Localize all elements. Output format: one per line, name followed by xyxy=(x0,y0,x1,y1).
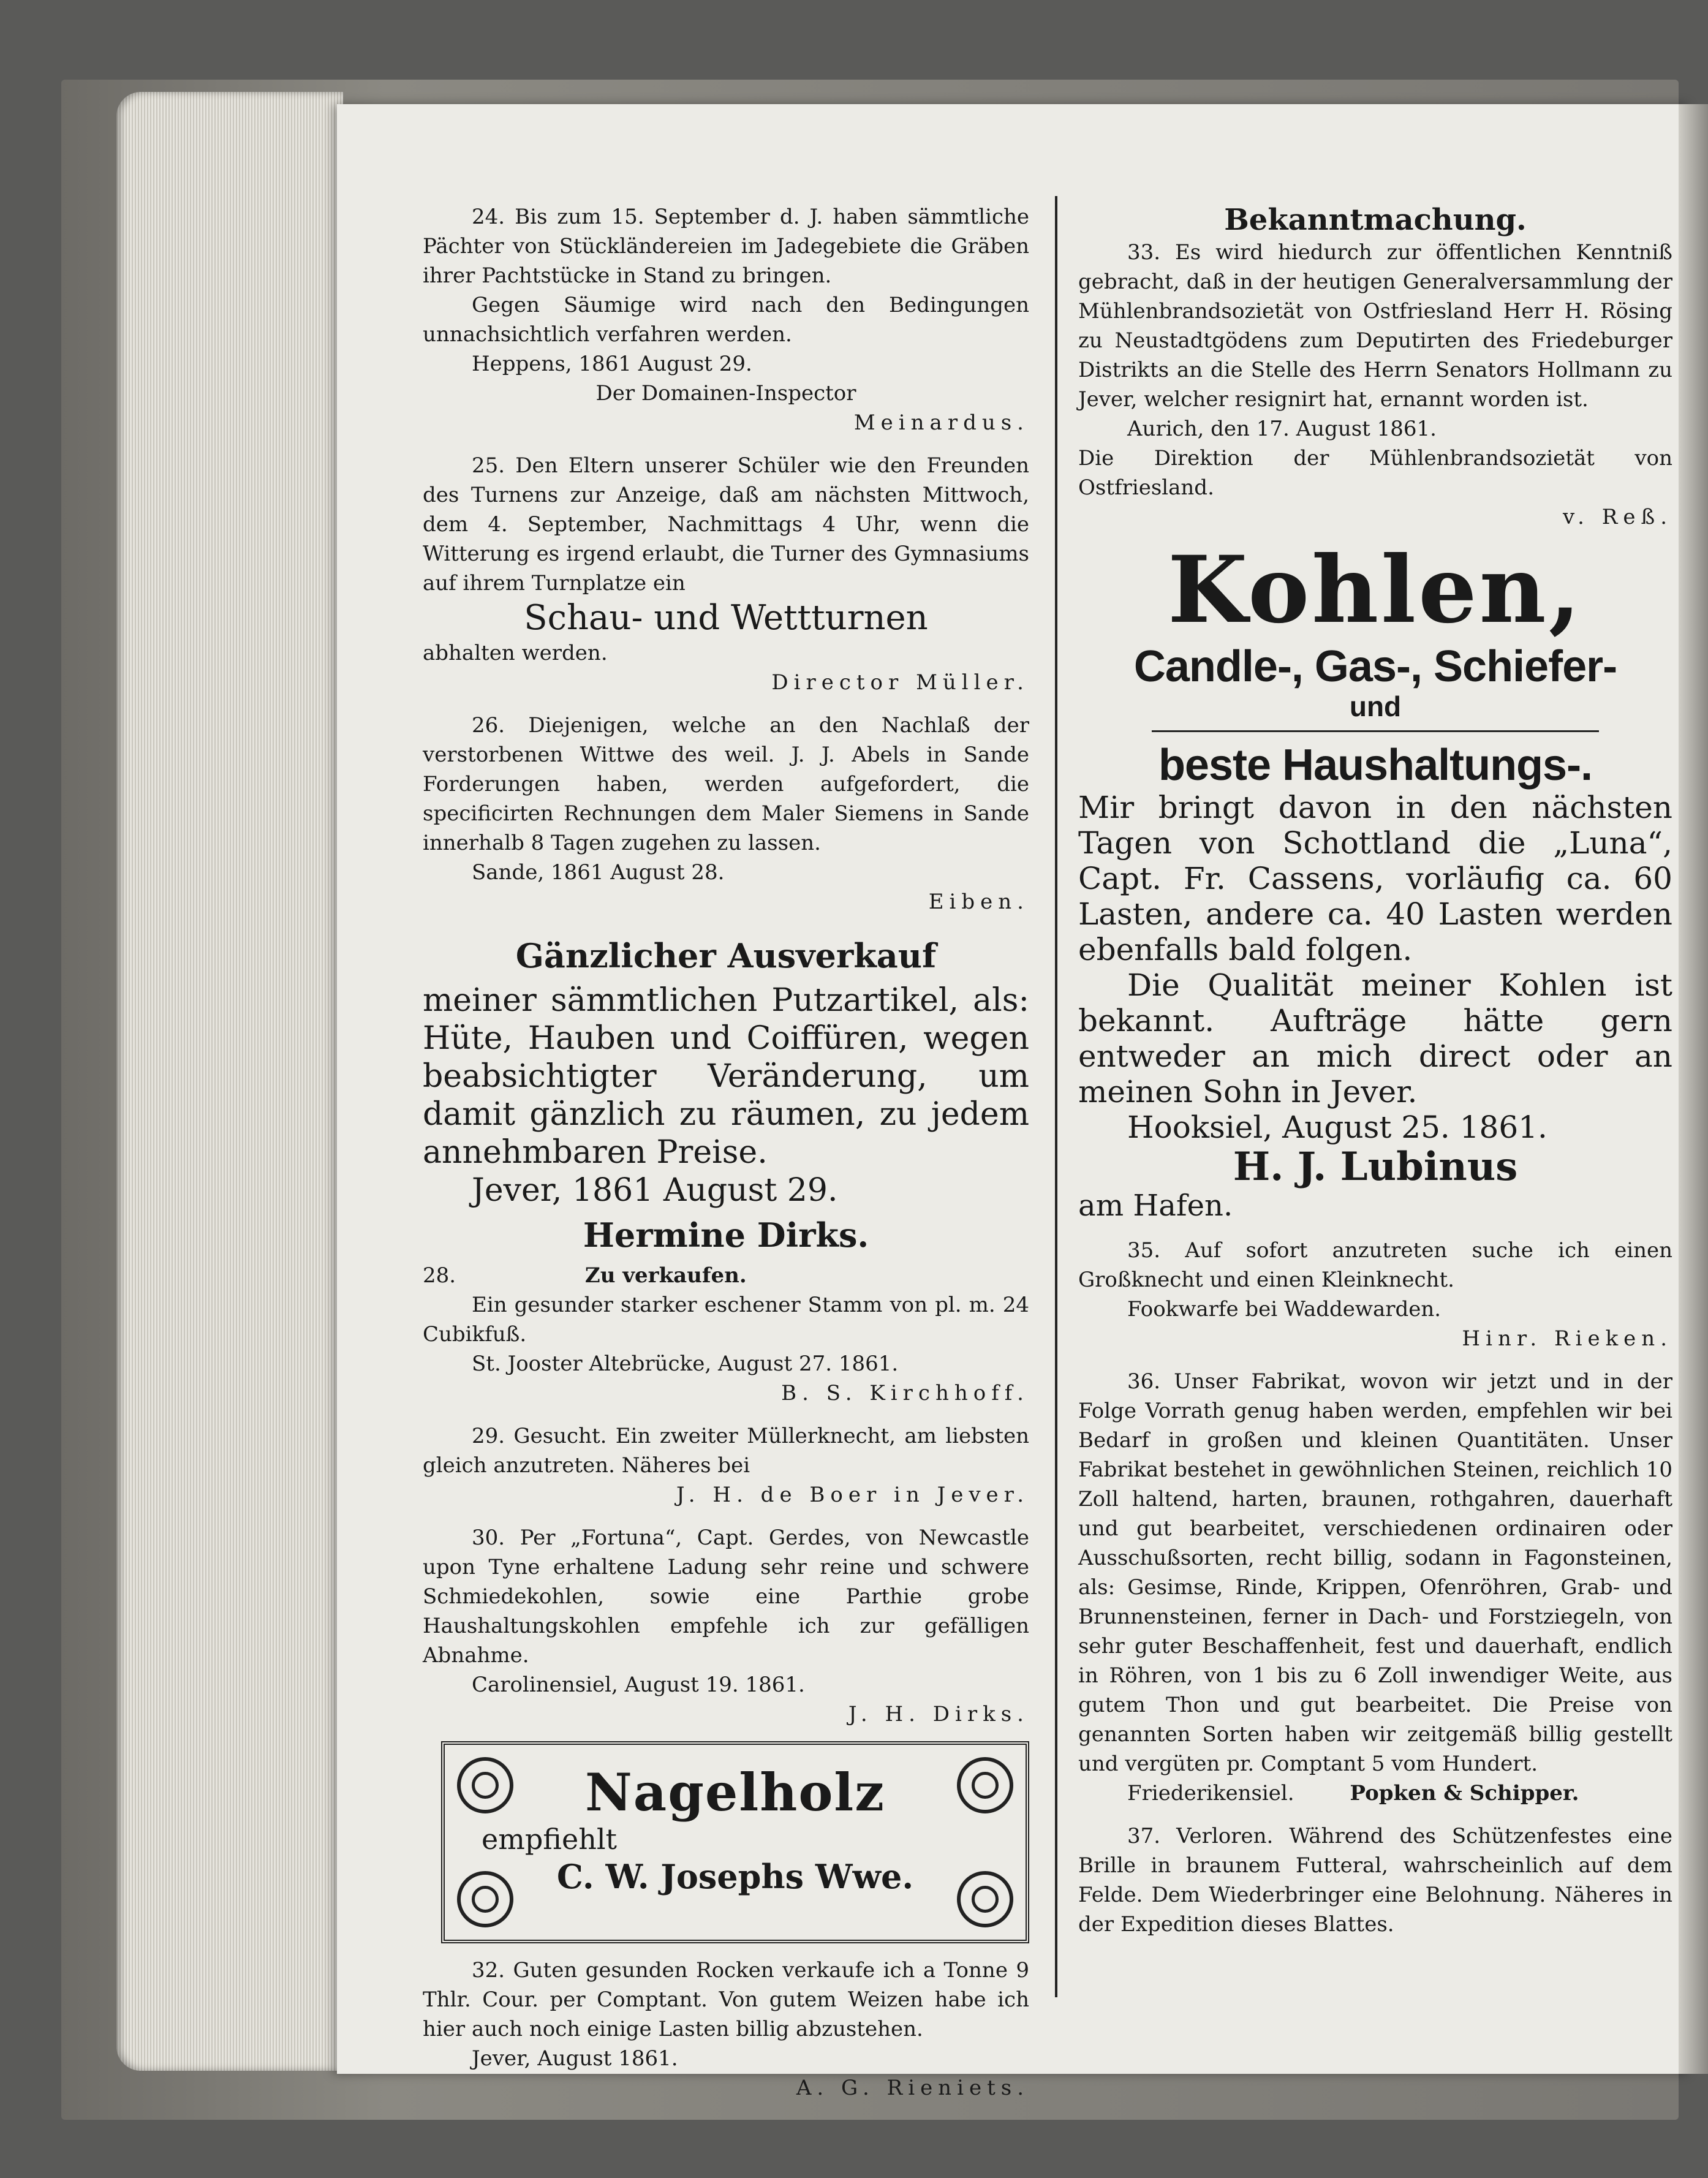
notice-33-signature2: v. Reß. xyxy=(1562,505,1672,529)
notice-32-date: Jever, August 1861. xyxy=(472,2046,678,2071)
ornament-icon xyxy=(457,1757,513,1813)
ornament-icon xyxy=(457,1871,513,1927)
notice-28-date: St. Jooster Altebrücke, August 27. 1861. xyxy=(472,1352,899,1376)
notice-25-text: 25. Den Eltern unserer Schüler wie den Freunden des Turnens zur Anzeige, daß am nächsten Mittwoch, dem 4. September, Nachmittags 4 Uhr, wenn die Witterung es irgend erlaubt, die Turner des Gymnasiums auf ihrem Turnplatze ein xyxy=(423,453,1029,596)
left-column xyxy=(423,202,1029,2103)
notice-26-text: 26. Diejenigen, welche an den Nachlaß der verstorbenen Wittwe des weil. J. J. Abels in Sande Forderungen haben, werden aufgefordert, die specificirten Rechnungen dem Maler Siemens in Sande innerhalb 8 Tagen zugehen zu lassen. xyxy=(423,713,1029,855)
notice-33-signature: Die Direktion der Mühlenbrandsozietät von Ostfriesland. xyxy=(1078,446,1672,500)
nagelholz-subtitle: empfiehlt xyxy=(482,1823,618,1856)
kohlen-line1: Candle-, Gas-, Schiefer- xyxy=(1133,642,1617,691)
divider-rule xyxy=(1152,730,1599,732)
facing-page-edge xyxy=(1679,104,1708,2074)
kohlen-signature2: am Hafen. xyxy=(1078,1189,1233,1223)
notice-27-headline: Gänzlicher Ausverkauf xyxy=(515,936,937,975)
notice-28-number: 28. xyxy=(423,1263,456,1288)
notice-28-header xyxy=(423,1261,1029,1290)
kohlen-signature: H. J. Lubinus xyxy=(1233,1144,1518,1190)
notice-30-signature: J. H. Dirks. xyxy=(848,1702,1029,1726)
notice-37-text: 37. Verloren. Während des Schützenfestes eine Brille in braunem Futteral, wahrscheinlich auf dem Felde. Dem Wiederbringer eine Belohnung. Näheres in der Expedition dieses Blattes. xyxy=(1078,1824,1672,1937)
notice-25-headline: Schau- und Wettturnen xyxy=(524,598,928,638)
notice-24-signature: Meinardus. xyxy=(853,410,1029,435)
notice-32-signature: A. G. Rieniets. xyxy=(796,2076,1029,2100)
kohlen-headline: Kohlen, xyxy=(1168,536,1583,644)
ornament-icon xyxy=(957,1757,1013,1813)
kohlen-text2: Die Qualität meiner Kohlen ist bekannt. Aufträge hätte gern entweder an mich direct oder an meinen Sohn in Jever. xyxy=(1078,967,1672,1110)
kohlen-text: Mir bringt davon in den nächsten Tagen von Schottland die „Luna“, Capt. Fr. Cassens, vorläufig ca. 60 Lasten, andere ca. 40 Lasten werden ebenfalls bald folgen. xyxy=(1078,790,1672,967)
kohlen-line2: beste Haushaltungs-. xyxy=(1158,741,1593,790)
column-divider xyxy=(1055,196,1057,1997)
notice-36-footer xyxy=(1078,1779,1672,1808)
notice-36-text: 36. Unser Fabrikat, wovon wir jetzt und in der Folge Vorrath genug haben werden, empfehlen wir bei Bedarf in großen und kleinen Quantitäten. Unser Fabrikat bestehet in gewöhnlichen Steinen, reichlich 10 Zoll haltend, harten, braunen, rothgahren, dauerhaft und gut bearbeitet, verschiedenen ordinairen oder Ausschußsorten, recht billig, sodann in Fagonsteinen, als: Gesimse, Rinde, Krippen, Ofenröhren, Grab- und Brunnensteinen, ferner in Dach- und Forstziegeln, von sehr guter Beschaffenheit, fest und dauerhaft, endlich in Röhren, von 1 bis zu 6 Zoll inwendiger Weite, aus gutem Thon und gut bearbeitet. Die Preise von genannten Sorten haben wir zeitgemäß billig gestellt und vergüten pr. Comptant 5 vom Hundert. xyxy=(1078,1369,1672,1776)
notice-33-date: Aurich, den 17. August 1861. xyxy=(1127,417,1437,441)
notice-33-headline: Bekanntmachung. xyxy=(1224,203,1527,237)
notice-36-signature: Popken & Schipper. xyxy=(1350,1781,1579,1806)
notice-24-text2: Gegen Säumige wird nach den Bedingungen unnachsichtlich verfahren werden. xyxy=(423,293,1029,347)
notice-24-office: Der Domainen-Inspector xyxy=(595,381,856,406)
notice-32-text: 32. Guten gesunden Rocken verkaufe ich a Tonne 9 Thlr. Cour. per Comptant. Von gutem Weizen habe ich hier auch noch einige Lasten billig abzustehen. xyxy=(423,1958,1029,2041)
notice-25-tail: abhalten werden. xyxy=(423,641,608,665)
nagelholz-name: C. W. Josephs Wwe. xyxy=(556,1857,914,1896)
notice-35-signature: Hinr. Rieken. xyxy=(1462,1326,1672,1351)
nagelholz-ad-frame xyxy=(441,1741,1029,1943)
notice-36-place: Friederikensiel. xyxy=(1127,1781,1294,1806)
notice-27-date: Jever, 1861 August 29. xyxy=(472,1172,838,1209)
notice-35-text: 35. Auf sofort anzutreten suche ich einen Großknecht und einen Kleinknecht. xyxy=(1078,1238,1672,1292)
notice-30-text: 30. Per „Fortuna“, Capt. Gerdes, von Newcastle upon Tyne erhaltene Ladung sehr reine und schwere Schmiedekohlen, sowie eine Parthie grobe Haushaltungskohlen empfehle ich zur gefälligen Abnahme. xyxy=(423,1526,1029,1668)
nagelholz-title: Nagelholz xyxy=(584,1762,885,1823)
notice-30-date: Carolinensiel, August 19. 1861. xyxy=(472,1673,805,1697)
notice-25-signature: Director Müller. xyxy=(771,670,1029,695)
ornament-icon xyxy=(957,1871,1013,1927)
page-edges xyxy=(116,92,343,2071)
notice-35-place: Fookwarfe bei Waddewarden. xyxy=(1127,1297,1442,1322)
notice-27-signature: Hermine Dirks. xyxy=(583,1216,869,1255)
notice-28-text: Ein gesunder starker eschener Stamm von pl. m. 24 Cubikfuß. xyxy=(423,1293,1029,1347)
kohlen-and: und xyxy=(1349,690,1402,722)
notice-29-text: 29. Gesucht. Ein zweiter Müllerknecht, am liebsten gleich anzutreten. Näheres bei xyxy=(423,1424,1029,1478)
notice-29-signature: J. H. de Boer in Jever. xyxy=(676,1483,1029,1507)
right-column xyxy=(1078,202,1672,1939)
notice-24-date: Heppens, 1861 August 29. xyxy=(472,352,752,376)
notice-28-headline: Zu verkaufen. xyxy=(584,1263,747,1288)
notice-26-signature: Eiben. xyxy=(928,890,1029,914)
kohlen-date: Hooksiel, August 25. 1861. xyxy=(1127,1110,1547,1145)
notice-27-text: meiner sämmtlichen Putzartikel, als: Hüte, Hauben und Coiffüren, wegen beabsichtigter Veränderung, um damit gänzlich zu räumen, zu jedem annehmbaren Preise. xyxy=(423,982,1029,1171)
notice-33-text: 33. Es wird hiedurch zur öffentlichen Kenntniß gebracht, daß in der heutigen Generalversammlung der Mühlenbrandsozietät von Ostfriesland Herr H. Rösing zu Neustadtgödens zum Deputirten des Friedeburger Distrikts an die Stelle des Herrn Senators Hollmann zu Jever, welcher resignirt hat, ernannt worden ist. xyxy=(1078,240,1672,412)
notice-26-date: Sande, 1861 August 28. xyxy=(472,860,725,885)
notice-24-text: 24. Bis zum 15. September d. J. haben sämmtliche Pächter von Stückländereien im Jadegebiete die Gräben ihrer Pachtstücke in Stand zu bringen. xyxy=(423,205,1029,288)
notice-28-signature: B. S. Kirchhoff. xyxy=(781,1381,1029,1405)
